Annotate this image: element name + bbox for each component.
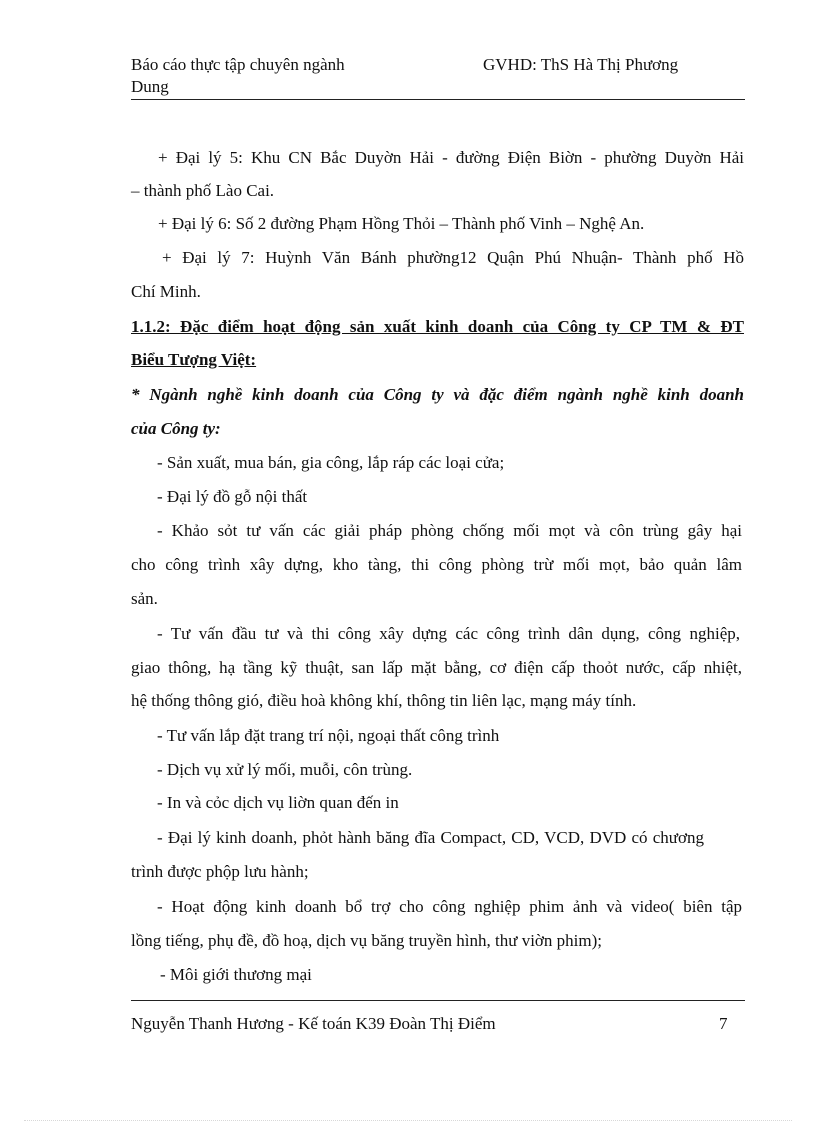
list-item: - In và cỏc dịch vụ liờn quan đến in bbox=[157, 793, 399, 812]
list-item: - Hoạt động kinh doanh bổ trợ cho công nghiệp phim ảnh và video( biên tập bbox=[157, 897, 742, 916]
list-item: - Đại lý kinh doanh, phỏt hành băng đĩa Compact, CD, VCD, DVD có chương bbox=[157, 828, 704, 847]
agent-6: + Đại lý 6: Số 2 đường Phạm Hồng Thỏi – Thành phố Vinh – Nghệ An. bbox=[158, 214, 645, 233]
agent-5-line1: + Đại lý 5: Khu CN Bắc Duyờn Hải - đường Điện Biờn - phường Duyờn Hải bbox=[158, 148, 744, 167]
list-item: - Tư vấn lắp đặt trang trí nội, ngoại thất công trình bbox=[157, 726, 500, 745]
agent-7-line2: Chí Minh. bbox=[131, 282, 201, 301]
footer-rule bbox=[131, 1000, 745, 1001]
list-item: - Tư vấn đầu tư và thi công xây dựng các công trình dân dụng, công nghiệp, bbox=[157, 624, 740, 643]
agent-7-line1: + Đại lý 7: Huỳnh Văn Bánh phường12 Quận Phú Nhuận- Thành phố Hồ bbox=[162, 248, 744, 267]
student-name-short: Dung bbox=[131, 77, 169, 96]
list-item-cont: giao thông, hạ tầng kỹ thuật, san lấp mặt bằng, cơ điện cấp thoỏt nước, cấp nhiệt, bbox=[131, 658, 742, 677]
subheading-line2: của Công ty: bbox=[131, 419, 221, 438]
list-item: - Khảo sỏt tư vấn các giải pháp phòng chống mối mọt và côn trùng gây hại bbox=[157, 521, 742, 540]
list-item-cont: hệ thống thông gió, điều hoà không khí, thông tin liên lạc, mạng máy tính. bbox=[131, 691, 637, 710]
header-rule bbox=[131, 99, 745, 100]
list-item-cont: sản. bbox=[131, 589, 158, 608]
report-title: Báo cáo thực tập chuyên ngành bbox=[131, 55, 345, 74]
list-item: - Môi giới thương mại bbox=[160, 965, 312, 984]
list-item: - Sản xuất, mua bán, gia công, lắp ráp các loại cửa; bbox=[157, 453, 505, 472]
supervisor: GVHD: ThS Hà Thị Phương bbox=[483, 55, 679, 74]
agent-5-line2: – thành phố Lào Cai. bbox=[131, 181, 275, 200]
header-left bbox=[131, 54, 345, 98]
list-item: - Dịch vụ xử lý mối, muỗi, côn trùng. bbox=[157, 760, 413, 779]
section-heading-line2: Biểu Tượng Việt: bbox=[131, 350, 257, 369]
footer-author: Nguyễn Thanh Hương - Kế toán K39 Đoàn Thị Điểm bbox=[131, 1014, 496, 1033]
list-item-cont: cho công trình xây dựng, kho tàng, thi công phòng trừ mối mọt, bảo quản lâm bbox=[131, 555, 742, 574]
page-number: 7 bbox=[719, 1014, 728, 1033]
list-item-cont: trình được phộp lưu hành; bbox=[131, 862, 309, 881]
subheading-line1: * Ngành nghề kinh doanh của Công ty và đặc điểm ngành nghề kinh doanh bbox=[131, 385, 744, 404]
page-edge bbox=[24, 1120, 792, 1121]
list-item: - Đại lý đồ gỗ nội thất bbox=[157, 487, 308, 506]
section-heading-line1: 1.1.2: Đặc điểm hoạt động sản xuất kinh doanh của Công ty CP TM & ĐT bbox=[131, 317, 744, 336]
list-item-cont: lồng tiếng, phụ đề, đồ hoạ, dịch vụ băng truyền hình, thư viờn phim); bbox=[131, 931, 603, 950]
